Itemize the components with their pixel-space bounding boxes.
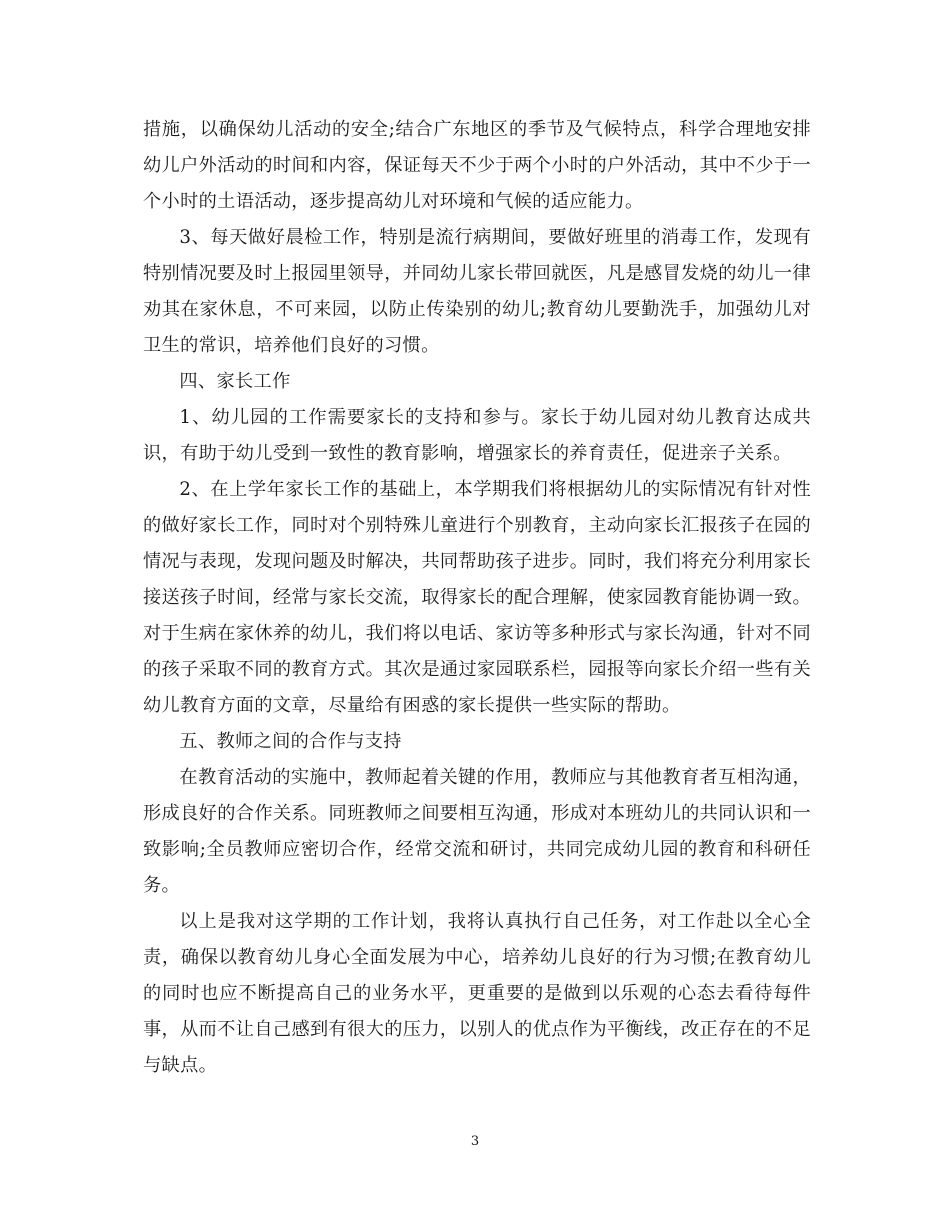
- paragraph-continuation: 措施，以确保幼儿活动的安全;结合广东地区的季节及气候特点，科学合理地安排幼儿户外活动的时间和内容，保证每天不少于两个小时的户外活动，其中不少于一个小时的土语活动，逐步提高幼儿对环境和气候的适应能力。: [143, 119, 811, 212]
- document-body: [143, 112, 811, 1084]
- paragraph-teacher-cooperation: 在教育活动的实施中，教师起着关键的作用，教师应与其他教育者互相沟通，形成良好的合作关系。同班教师之间要相互沟通，形成对本班幼儿的共同认识和一致影响;全员教师应密切合作，经常交流和研讨，共同完成幼儿园的教育和科研任务。: [143, 767, 811, 896]
- page-number: 3: [470, 1134, 480, 1149]
- paragraph-conclusion: 以上是我对这学期的工作计划，我将认真执行自己任务，对工作赴以全心全责，确保以教育幼儿身心全面发展为中心，培养幼儿良好的行为习惯;在教育幼儿的同时也应不断提高自己的业务水平，更重要的是做到以乐观的心态去看待每件事，从而不让自己感到有很大的压力，以别人的优点作为平衡线，改正存在的不足与缺点。: [143, 911, 811, 1076]
- section-heading-teacher-cooperation: 五、教师之间的合作与支持: [179, 731, 402, 752]
- paragraph-parent-support: 1、幼儿园的工作需要家长的支持和参与。家长于幼儿园对幼儿教育达成共识，有助于幼儿受到一致性的教育影响，增强家长的养育责任，促进亲子关系。: [143, 407, 811, 464]
- section-heading-parent-work: 四、家长工作: [179, 371, 291, 392]
- paragraph-parent-communication: 2、在上学年家长工作的基础上，本学期我们将根据幼儿的实际情况有针对性的做好家长工作，同时对个别特殊儿童进行个别教育，主动向家长汇报孩子在园的情况与表现，发现问题及时解决，共同帮助孩子进步。同时，我们将充分利用家长接送孩子时间，经常与家长交流，取得家长的配合理解，使家园教育能协调一致。对于生病在家休养的幼儿，我们将以电话、家访等多种形式与家长沟通，针对不同的孩子采取不同的教育方式。其次是通过家园联系栏，园报等向家长介绍一些有关幼儿教育方面的文章，尽量给有困惑的家长提供一些实际的帮助。: [143, 479, 811, 716]
- paragraph-morning-check: 3、每天做好晨检工作，特别是流行病期间，要做好班里的消毒工作，发现有特别情况要及时上报园里领导，并同幼儿家长带回就医，凡是感冒发烧的幼儿一律劝其在家休息，不可来园，以防止传染别的幼儿;教育幼儿要勤洗手，加强幼儿对卫生的常识，培养他们良好的习惯。: [143, 227, 811, 356]
